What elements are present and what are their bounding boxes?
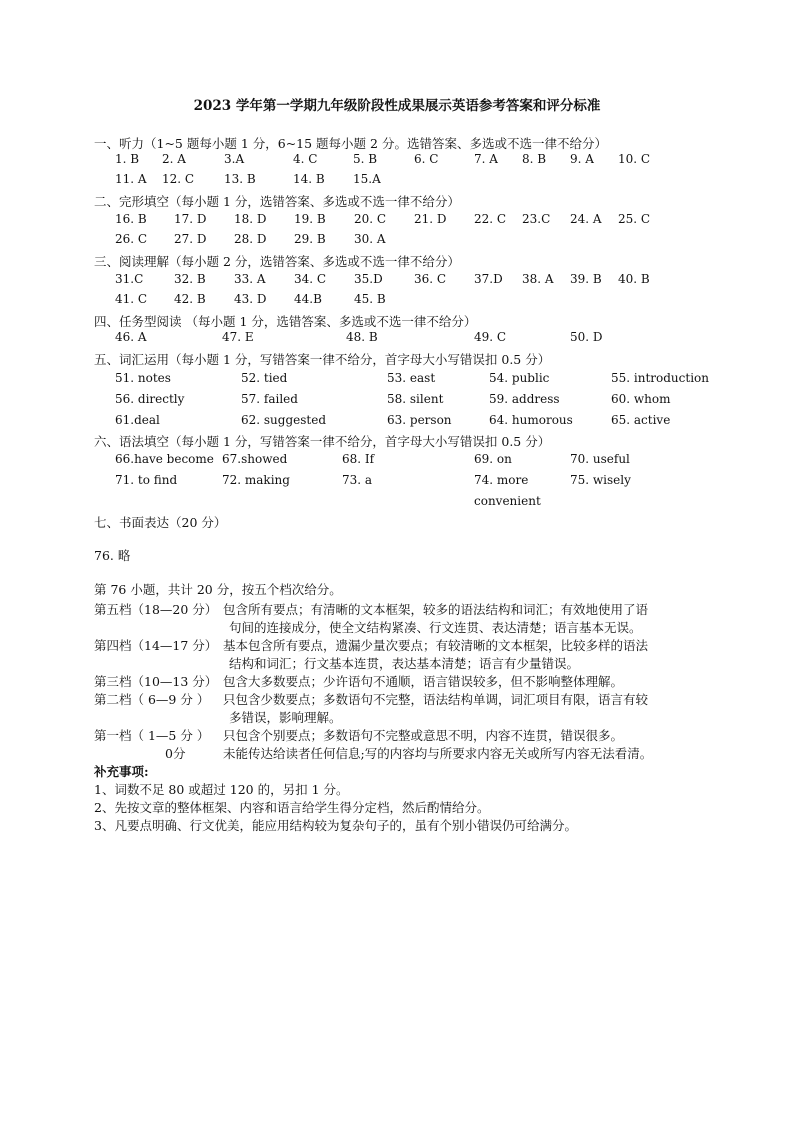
answer-item-continuation: convenient xyxy=(474,494,541,508)
answer-item: 33. A xyxy=(234,272,266,286)
answer-item: 9. A xyxy=(570,152,594,166)
answer-row xyxy=(0,413,794,431)
answer-item: 22. C xyxy=(474,212,507,226)
answer-item: 36. C xyxy=(414,272,447,286)
answer-item: 46. A xyxy=(115,330,147,344)
band-5-heading: 第五档（18—20 分） xyxy=(94,602,218,617)
answer-item: 70. useful xyxy=(570,452,630,466)
answer-item: 68. If xyxy=(342,452,375,466)
answer-item: 35.D xyxy=(354,272,383,286)
answer-item: 40. B xyxy=(618,272,650,286)
answer-item: 2. A xyxy=(162,152,186,166)
answer-item: 45. B xyxy=(354,292,386,306)
answer-row xyxy=(0,392,794,410)
answer-item: 13. B xyxy=(224,172,256,186)
answer-item: 10. C xyxy=(618,152,651,166)
answer-item: 7. A xyxy=(474,152,498,166)
answer-item: 47. E xyxy=(222,330,254,344)
answer-item: 74. more xyxy=(474,473,529,487)
answer-item: 26. C xyxy=(115,232,148,246)
answer-item: 71. to find xyxy=(115,473,178,487)
answer-row xyxy=(0,172,794,190)
section-heading-grammar: 六、语法填空（每小题 1 分，写错答案一律不给分，首字母大小写错误扣 0.5 分） xyxy=(94,434,551,449)
answer-item: 65. active xyxy=(611,413,671,427)
band-2-line-2: 多错误，影响理解。 xyxy=(229,710,342,725)
answer-item: 4. C xyxy=(293,152,318,166)
answer-item: 42. B xyxy=(174,292,206,306)
section-heading-task-reading: 四、任务型阅读 （每小题 1 分，选错答案、多选或不选一律不给分） xyxy=(94,314,477,329)
band-1-heading: 第一档（ 1—5 分 ） xyxy=(94,728,210,743)
notes-heading: 补充事项: xyxy=(94,764,149,779)
answer-row xyxy=(0,494,794,512)
answer-item: 66.have become xyxy=(115,452,214,466)
answer-row xyxy=(0,330,794,348)
answer-row xyxy=(0,152,794,170)
answer-item: 16. B xyxy=(115,212,147,226)
answer-item: 28. D xyxy=(234,232,267,246)
answer-item: 75. wisely xyxy=(570,473,631,487)
note-item: 3、凡要点明确、行文优美，能应用结构较为复杂句子的，虽有个别小错误仍可给满分。 xyxy=(94,818,577,833)
answer-row xyxy=(0,371,794,389)
answer-item: 31.C xyxy=(115,272,144,286)
answer-item: 55. introduction xyxy=(611,371,709,385)
answer-item: 56. directly xyxy=(115,392,185,406)
band-2-line-1: 只包含少数要点；多数语句不完整，语法结构单调，词汇项目有限，语言有较 xyxy=(223,692,649,707)
answer-item: 12. C xyxy=(162,172,195,186)
scoring-intro: 第 76 小题，共计 20 分，按五个档次给分。 xyxy=(94,582,342,597)
answer-item: 69. on xyxy=(474,452,512,466)
section-heading-listening: 一、听力（1~5 题每小题 1 分，6~15 题每小题 2 分。选错答案、多选或不选一律不给分） xyxy=(94,136,607,151)
answer-item: 53. east xyxy=(387,371,436,385)
answer-item: 24. A xyxy=(570,212,602,226)
answer-item: 67.showed xyxy=(222,452,288,466)
answer-item: 15.A xyxy=(353,172,381,186)
answer-item: 14. B xyxy=(293,172,325,186)
answer-item: 5. B xyxy=(353,152,378,166)
answer-item: 59. address xyxy=(489,392,560,406)
answer-item: 61.deal xyxy=(115,413,160,427)
section-heading-vocabulary: 五、词汇运用（每小题 1 分，写错答案一律不给分，首字母大小写错误扣 0.5 分） xyxy=(94,352,551,367)
band-5-line-1: 包含所有要点；有清晰的文本框架，较多的语法结构和词汇；有效地使用了语 xyxy=(223,602,649,617)
answer-item: 11. A xyxy=(115,172,147,186)
answer-item: 17. D xyxy=(174,212,207,226)
answer-row xyxy=(0,272,794,290)
answer-row xyxy=(0,452,794,470)
band-3-line-1: 包含大多数要点；少许语句不通顺，语言错误较多，但不影响整体理解。 xyxy=(223,674,624,689)
band-4-heading: 第四档（14—17 分） xyxy=(94,638,218,653)
answer-row xyxy=(0,212,794,230)
answer-item: 3.A xyxy=(224,152,245,166)
answer-item: 44.B xyxy=(294,292,322,306)
answer-item: 63. person xyxy=(387,413,452,427)
band-0-text: 未能传达给读者任何信息;写的内容均与所要求内容无关或所写内容无法看清。 xyxy=(223,746,653,761)
answer-item: 50. D xyxy=(570,330,603,344)
answer-item: 41. C xyxy=(115,292,148,306)
answer-item: 48. B xyxy=(346,330,378,344)
answer-item: 18. D xyxy=(234,212,267,226)
answer-item: 52. tied xyxy=(241,371,288,385)
section-heading-writing: 七、书面表达（20 分） xyxy=(94,515,227,530)
note-item: 1、词数不足 80 或超过 120 的，另扣 1 分。 xyxy=(94,782,349,797)
answer-item: 23.C xyxy=(522,212,551,226)
answer-item: 54. public xyxy=(489,371,550,385)
question-76-answer: 76. 略 xyxy=(94,548,131,563)
answer-item: 29. B xyxy=(294,232,326,246)
answer-item: 1. B xyxy=(115,152,140,166)
answer-item: 6. C xyxy=(414,152,439,166)
band-4-line-1: 基本包含所有要点，遗漏少量次要点；有较清晰的文本框架，比较多样的语法 xyxy=(223,638,649,653)
answer-row xyxy=(0,292,794,310)
answer-item: 34. C xyxy=(294,272,327,286)
answer-item: 60. whom xyxy=(611,392,671,406)
answer-item: 37.D xyxy=(474,272,503,286)
answer-item: 43. D xyxy=(234,292,267,306)
section-heading-cloze: 二、完形填空（每小题 1 分，选错答案、多选或不选一律不给分） xyxy=(94,194,460,209)
band-1-line-1: 只包含个别要点；多数语句不完整或意思不明，内容不连贯，错误很多。 xyxy=(223,728,624,743)
answer-item: 25. C xyxy=(618,212,651,226)
answer-item: 21. D xyxy=(414,212,447,226)
answer-item: 73. a xyxy=(342,473,373,487)
band-3-heading: 第三档（10—13 分） xyxy=(94,674,218,689)
answer-item: 19. B xyxy=(294,212,326,226)
section-heading-reading: 三、阅读理解（每小题 2 分，选错答案、多选或不选一律不给分） xyxy=(94,254,460,269)
answer-item: 30. A xyxy=(354,232,386,246)
answer-item: 51. notes xyxy=(115,371,171,385)
answer-item: 8. B xyxy=(522,152,547,166)
band-0-heading: 0分 xyxy=(165,746,186,761)
band-4-line-2: 结构和词汇；行文基本连贯，表达基本清楚；语言有少量错误。 xyxy=(229,656,580,671)
answer-row xyxy=(0,473,794,491)
answer-item: 38. A xyxy=(522,272,554,286)
page-title: 2023 学年第一学期九年级阶段性成果展示英语参考答案和评分标准 xyxy=(193,98,601,114)
band-2-heading: 第二档（ 6—9 分 ） xyxy=(94,692,210,707)
answer-item: 49. C xyxy=(474,330,507,344)
band-5-line-2: 句间的连接成分，使全文结构紧凑、行文连贯、表达清楚；语言基本无误。 xyxy=(229,620,642,635)
answer-item: 64. humorous xyxy=(489,413,573,427)
answer-item: 20. C xyxy=(354,212,387,226)
note-item: 2、先按文章的整体框架、内容和语言给学生得分定档，然后酌情给分。 xyxy=(94,800,490,815)
answer-item: 32. B xyxy=(174,272,206,286)
answer-item: 39. B xyxy=(570,272,602,286)
answer-item: 62. suggested xyxy=(241,413,327,427)
answer-item: 72. making xyxy=(222,473,290,487)
answer-item: 27. D xyxy=(174,232,207,246)
answer-row xyxy=(0,232,794,250)
answer-item: 57. failed xyxy=(241,392,298,406)
answer-item: 58. silent xyxy=(387,392,444,406)
